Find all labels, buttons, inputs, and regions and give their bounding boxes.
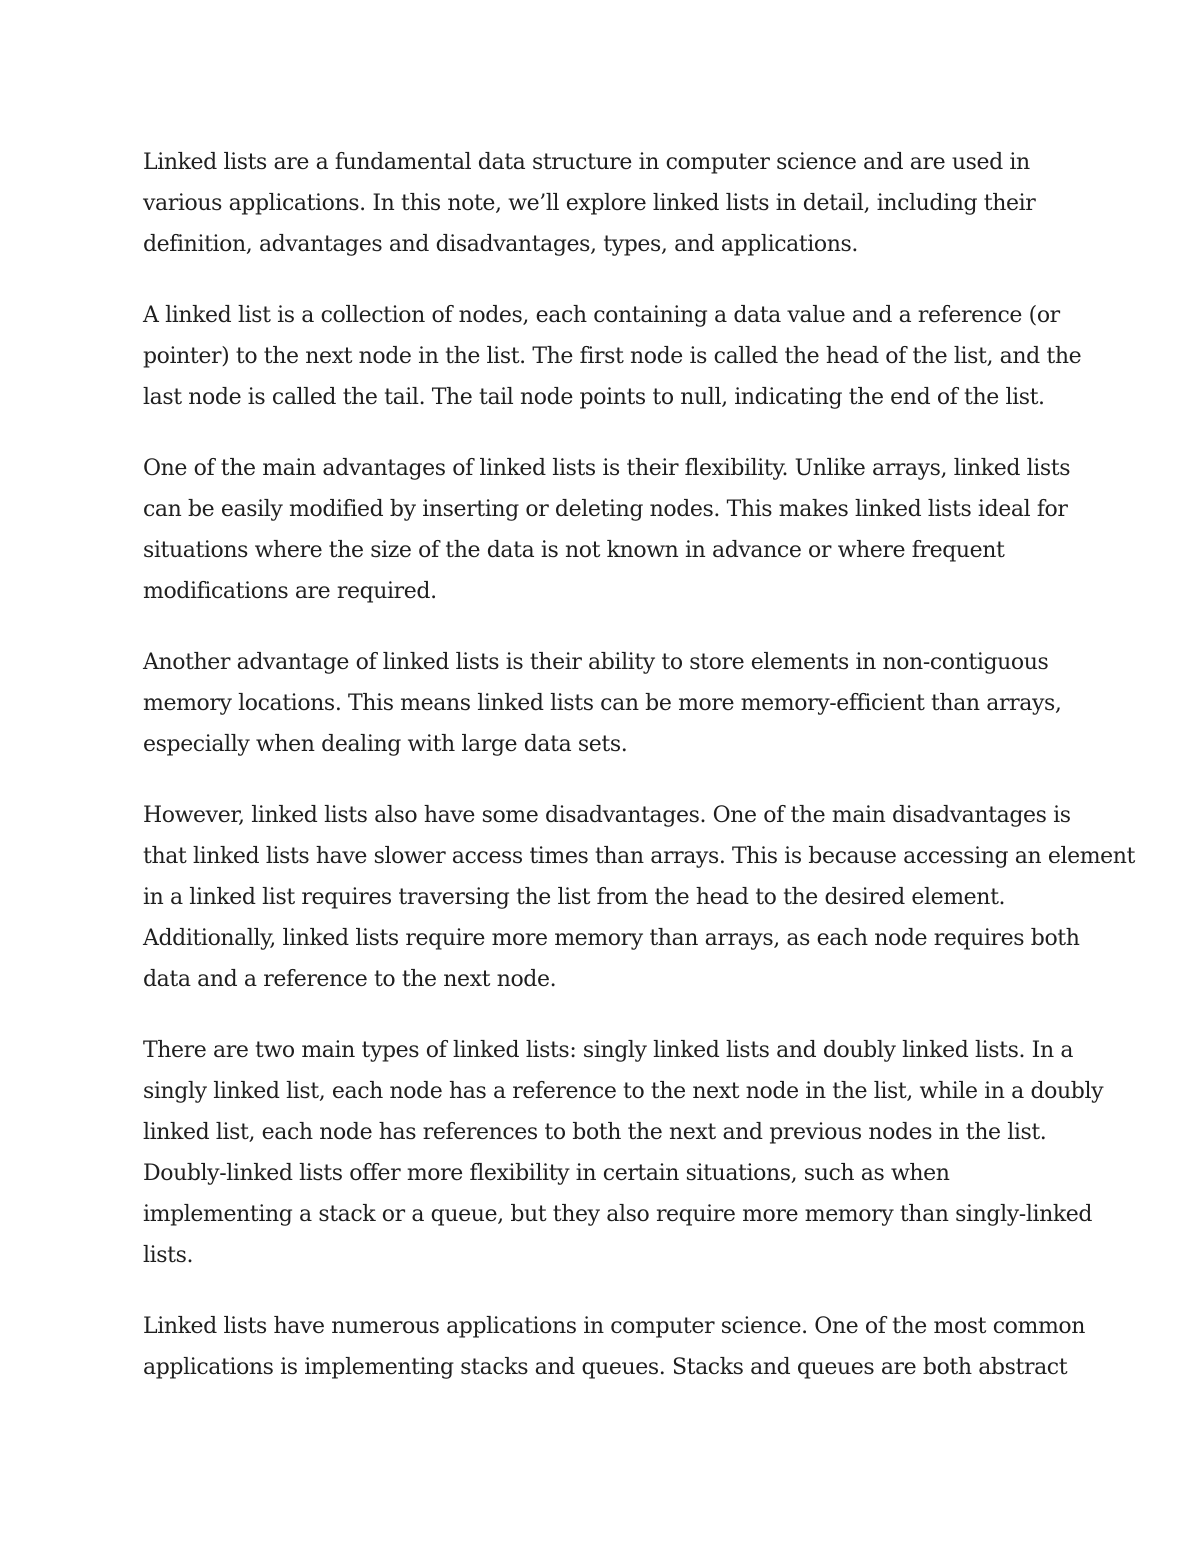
text-line: data and a reference to the next node. (143, 967, 557, 992)
text-line: There are two main types of linked lists: singly linked lists and doubly linked lists. In a (143, 1038, 1074, 1063)
text-line: that linked lists have slower access times than arrays. This is because accessing an element (143, 844, 1136, 869)
paragraph-disadvantages (143, 795, 1136, 1000)
paragraph-advantages (143, 448, 1071, 612)
paragraph-definition (143, 295, 1082, 418)
text-line: can be easily modified by inserting or deleting nodes. This makes linked lists ideal for (143, 497, 1068, 522)
paragraph-memory-advantage (143, 642, 1068, 765)
text-line: Linked lists are a fundamental data structure in computer science and are used in (143, 150, 1030, 175)
text-line: especially when dealing with large data sets. (143, 732, 628, 757)
text-line: Doubly-linked lists offer more flexibility in certain situations, such as when (143, 1161, 950, 1186)
text-line: memory locations. This means linked lists can be more memory-efficient than arrays, (143, 691, 1062, 716)
paragraph-applications (143, 1306, 1086, 1388)
document-body (143, 142, 1136, 1418)
text-line: One of the main advantages of linked lists is their flexibility. Unlike arrays, linked lists (143, 456, 1071, 481)
text-line: However, linked lists also have some disadvantages. One of the main disadvantages is (143, 803, 1071, 828)
paragraph-types (143, 1030, 1104, 1276)
text-line: modifications are required. (143, 579, 437, 604)
paragraph-intro (143, 142, 1068, 265)
text-line: Another advantage of linked lists is their ability to store elements in non-contiguous (143, 650, 1049, 675)
text-line: last node is called the tail. The tail node points to null, indicating the end of the list. (143, 385, 1045, 410)
text-line: definition, advantages and disadvantages, types, and applications. (143, 232, 859, 257)
text-line: situations where the size of the data is not known in advance or where frequent (143, 538, 1005, 563)
text-line: linked list, each node has references to both the next and previous nodes in the list. (143, 1120, 1047, 1145)
text-line: various applications. In this note, we’ll explore linked lists in detail, including their (143, 191, 1036, 216)
text-line: implementing a stack or a queue, but they also require more memory than singly-linked (143, 1202, 1093, 1227)
text-line: singly linked list, each node has a reference to the next node in the list, while in a doubly (143, 1079, 1104, 1104)
text-line: A linked list is a collection of nodes, each containing a data value and a reference (or (143, 303, 1060, 328)
text-line: lists. (143, 1243, 194, 1268)
text-line: in a linked list requires traversing the list from the head to the desired element. (143, 885, 1006, 910)
text-line: Linked lists have numerous applications in computer science. One of the most common (143, 1314, 1086, 1339)
text-line: Additionally, linked lists require more memory than arrays, as each node requires both (143, 926, 1080, 951)
text-line: pointer) to the next node in the list. The first node is called the head of the list, and the (143, 344, 1082, 369)
text-line: applications is implementing stacks and queues. Stacks and queues are both abstract (143, 1355, 1068, 1380)
